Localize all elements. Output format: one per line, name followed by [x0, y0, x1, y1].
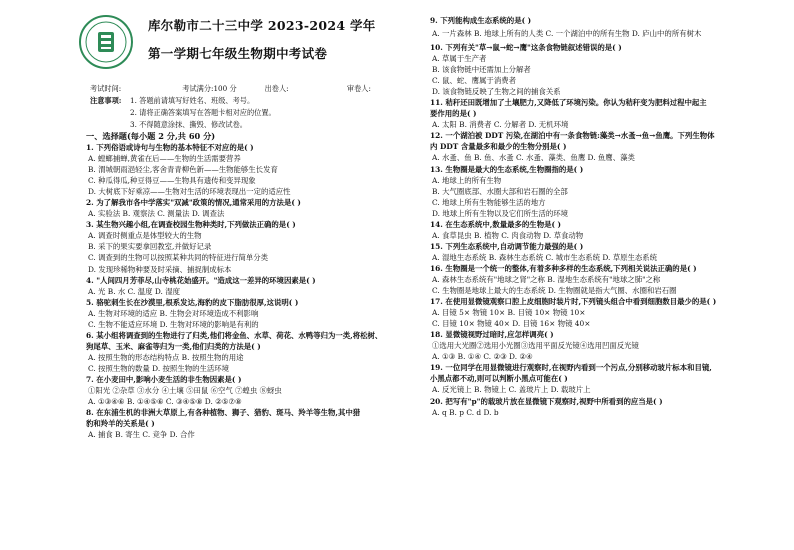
school-title: 库尔勒市二十三中学 2023-2024 学年: [148, 18, 376, 33]
question-text: 15. 下列生态系统中,自动调节能力最强的是( ): [430, 241, 584, 251]
question-text: 6. 某小组将调查到的生物进行了归类,他们将金鱼、水草、荷花、水鸭等归为一类,将松树、: [86, 330, 383, 340]
answer-option: B. 渭城朝雨浥轻尘,客舍青青柳色新——生物能够生长发育: [88, 165, 278, 175]
answer-option: A. q B. p C. d D. b: [432, 407, 499, 417]
author-label: 出卷人:: [264, 84, 289, 93]
question-text: 13. 生物圈是最大的生态系统,生物圈指的是( ): [430, 164, 584, 174]
answer-option: A. ①③④⑥ B. ①④⑤⑥ C. ③④⑤⑧ D. ②⑤⑦⑧: [88, 397, 242, 407]
question-text: 9. 下列能构成生态系统的是( ): [430, 16, 532, 25]
score-label: 考试满分:100 分: [182, 84, 237, 93]
answer-option: A. 食草昆虫 B. 植物 C. 肉食动物 D. 草食动物: [432, 230, 584, 240]
answer-option: A. ①③ B. ①④ C. ②③ D. ②④: [432, 352, 533, 362]
right-column: [430, 42, 790, 418]
question-text: 狗尾草、玉米、麻雀等归为一类,他们归类的方法是( ): [86, 341, 261, 351]
answer-option: A. 水蚤、鱼 B. 鱼、水蚤 C. 水蚤、藻类、鱼鹰 D. 鱼鹰、藻类: [432, 153, 635, 163]
answer-option: A. 螳螂捕蝉,黄雀在后——生物的生活需要营养: [88, 154, 241, 164]
answer-option: C. 调查到的生物可以按照某种共同的特征进行简单分类: [88, 253, 269, 263]
question-text: 17. 在使用显微镜观察口腔上皮细胞时装片时,下列镜头组合中看到细胞数目最少的是( ): [430, 297, 717, 307]
question-text: 1. 下列俗语或诗句与生物的基本特征不对应的是( ): [86, 143, 254, 152]
answer-option: B. 该食物链中还需加上分解者: [432, 65, 531, 75]
reviewer-label: 审卷人:: [346, 84, 371, 93]
notes-title: 注意事项:: [90, 96, 122, 105]
answer-option: A. 调查时侧重点是体型较大的生物: [88, 231, 202, 241]
answer-option: C. 生物圈是地球上最大的生态系统 D. 生物圈就是指大气圈、水圈和岩石圈: [432, 286, 677, 296]
answer-option: A. 光 B. 水 C. 温度 D. 湿度: [88, 286, 181, 296]
answer-option: B. 采下的果实要拿回教室,并做好记录: [88, 242, 212, 252]
right-column-head: [430, 14, 790, 40]
answer-option: A. 草属于生产者: [432, 54, 487, 64]
answer-option: A. 捕食 B. 寄生 C. 竞争 D. 合作: [88, 430, 195, 440]
question-text: 小黑点都不动,则可以判断小黑点可能在( ): [430, 374, 568, 384]
answer-option: C. 按照生物的数量 D. 按照生物的生活环境: [88, 363, 230, 373]
answer-option: A. 地球上的所有生物: [432, 175, 502, 185]
answer-option: A. 实验法 B. 观察法 C. 测量法 D. 调查法: [88, 209, 225, 219]
answer-option: D. 发现珍稀物种要及时采摘、捕捉制成标本: [88, 264, 232, 274]
question-text: 要作用的是( ): [430, 109, 477, 119]
right-question-list: [430, 42, 790, 418]
question-text: 7. 在小麦田中,影响小麦生活的非生物因素是( ): [86, 374, 242, 384]
answer-option: D. 该食物链反映了生物之间的捕食关系: [432, 87, 561, 97]
note-item: 3. 不得随意涂抹、撕毁、修改试卷。: [130, 120, 247, 129]
answer-option: C. 鼠、蛇、鹰属于消费者: [432, 76, 516, 86]
section-title: 一、选择题(每小题 2 分,共 60 分): [86, 131, 216, 141]
question-text: 2. 为了解我市各中学落实"双减"政策的情况,通常采用的方法是( ): [86, 198, 301, 208]
school-logo-icon: [78, 14, 134, 70]
answer-option: C. 地球上所有生物能够生活的地方: [432, 197, 546, 207]
question-text: 4. "人间四月芳菲尽,山寺桃花始盛开。"造成这一差异的环境因素是( ): [86, 275, 316, 285]
question-text: 5. 骆驼刺生长在沙漠里,根系发达,海豹的皮下脂肪很厚,这说明( ): [86, 297, 299, 307]
question-text: 16. 生物圈是一个统一的整体,有着多种多样的生态系统,下列相关说法正确的是( ): [430, 263, 697, 273]
answer-option: D. 大树底下好乘凉——生物对生活的环境表现出一定的适应性: [88, 187, 291, 197]
question-text: 3. 某生物兴趣小组,在调查校园生物种类时,下列做法正确的是( ): [86, 220, 296, 230]
question-text: 10. 下列有关"草→鼠→蛇→鹰"这条食物链叙述错误的是( ): [430, 43, 622, 52]
question-text: 14. 在生态系统中,数量最多的生物是( ): [430, 219, 562, 229]
answer-option: C. 生物不能适应环境 D. 生物对环境的影响是有利的: [88, 319, 259, 329]
answer-option: B. 大气圈底部、水圈大部和岩石圈的全部: [432, 186, 568, 196]
question-text: 19. 一位同学在用显微镜进行观察时,在视野内看到一个污点,分别移动玻片标本和目镜,: [430, 363, 712, 373]
notes-row: [90, 107, 420, 119]
answer-option: A. 反光镜上 B. 物镜上 C. 盖玻片上 D. 载玻片上: [432, 385, 591, 395]
right-head-list: [430, 14, 790, 40]
answer-option: C. 目镜 10× 物镜 40× D. 目镜 16× 物镜 40×: [432, 319, 591, 329]
answer-option: A. 一片森林 B. 地球上所有的人类 C. 一个湖泊中的所有生物 D. 庐山中的所有树木: [432, 29, 702, 39]
left-column: [86, 130, 422, 440]
answer-option: A. 森林生态系统有"地球之肾"之称 B. 湿地生态系统有"地球之肺"之称: [432, 274, 661, 284]
note-item: 2. 请将正确答案填写在答题卡相对应的位置。: [130, 108, 276, 117]
question-text: 11. 秸秆还田既增加了土壤肥力,又降低了环境污染。你认为秸秆变为肥料过程中起主: [430, 98, 707, 108]
answer-option: ①选用大光圈②选用小光圈③选用平面反光镜④选用凹面反光镜: [432, 341, 639, 351]
notes-row: [90, 95, 420, 107]
question-text: 12. 一个湖泊被 DDT 污染,在湖泊中有一条食物链:藻类→水蚤→鱼→鱼鹰。下列生物体: [430, 131, 715, 141]
note-item: 1. 答题前请填写好姓名、班级、考号。: [130, 96, 255, 105]
answer-option: D. 地球上所有生物以及它们所生活的环境: [432, 208, 569, 218]
question-text: 8. 在东浦生机的非洲大草原上,有各种植物、狮子、猎豹、斑马、羚羊等生物,其中猎: [86, 408, 361, 418]
answer-option: A. 目镜 5× 物镜 10× B. 目镜 10× 物镜 10×: [432, 308, 586, 318]
answer-option: A. 生物对环境的适应 B. 生物会对环境造成不利影响: [88, 308, 259, 318]
question-text: 20. 把写有"p"的载玻片放在显微镜下观察时,视野中所看到的应当是( ): [430, 396, 663, 406]
question-text: 豹和羚羊的关系是( ): [86, 419, 155, 429]
meta-info-row: [90, 83, 420, 95]
answer-option: A. 太阳 B. 消费者 C. 分解者 D. 无机环境: [432, 120, 569, 130]
question-text: 18. 显微镜视野过暗时,应怎样调亮( ): [430, 330, 554, 340]
answer-option: C. 种瓜得瓜,种豆得豆——生物具有遗传和变异现象: [88, 176, 256, 186]
answer-option: A. 湿地生态系统 B. 森林生态系统 C. 城市生态系统 D. 草原生态系统: [432, 252, 658, 262]
question-text: 内 DDT 含量最多和最少的生物分别是( ): [430, 142, 567, 152]
exam-title: 第一学期七年级生物期中考试卷: [148, 46, 328, 61]
left-question-list: [86, 142, 422, 440]
time-label: 考试时间:: [90, 84, 122, 93]
answer-option: ①阳光 ②杂草 ③水分 ④土壤 ⑤田鼠 ⑥空气 ⑦蝗虫 ⑧蚜虫: [88, 386, 282, 396]
exam-meta: [90, 83, 420, 131]
answer-option: A. 按照生物的形态结构特点 B. 按照生物的用途: [88, 352, 244, 362]
